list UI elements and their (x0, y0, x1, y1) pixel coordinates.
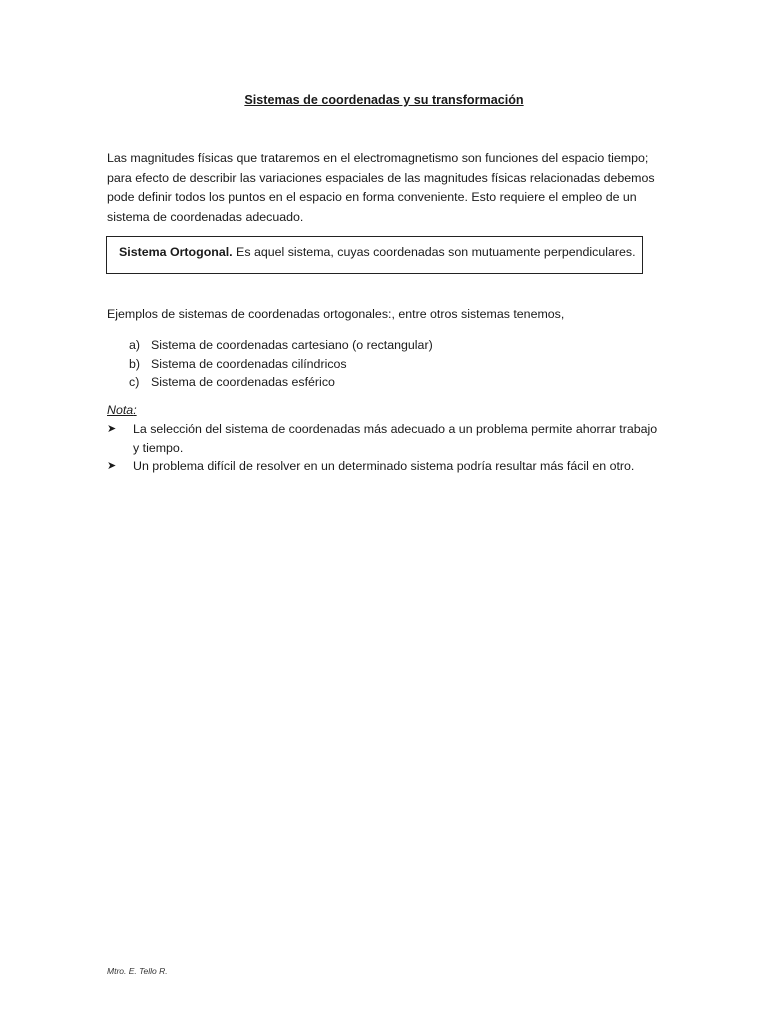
list-item-text: Sistema de coordenadas cilíndricos (151, 356, 347, 371)
arrow-bullet-icon: ➤ (107, 460, 117, 472)
list-item-text: Sistema de coordenadas cartesiano (o rectangular) (151, 338, 433, 352)
note-line: La selección del sistema de coordenadas más adecuado a un problema permite ahorrar trabajo (133, 422, 658, 436)
list-item-text: Sistema de coordenadas esférico (151, 375, 335, 389)
arrow-bullet-icon: ➤ (107, 423, 117, 435)
examples-intro: Ejemplos de sistemas de coordenadas ortogonales:, entre otros sistemas tenemos, (107, 307, 565, 321)
intro-line-4: sistema de coordenadas adecuado. (107, 209, 304, 224)
nota-heading (107, 403, 137, 417)
intro-line-2: para efecto de describir las variaciones espaciales de las magnitudes físicas relacionadas debemos (107, 170, 655, 185)
list-item (129, 373, 433, 392)
definition-term: Sistema Ortogonal. (119, 245, 233, 259)
note-line: y tiempo. (133, 440, 184, 455)
nota-colon: : (133, 403, 137, 417)
intro-line-3: pode definir todos los puntos en el espacio en forma conveniente. Esto requiere el empleo de un (107, 190, 637, 204)
page-title: Sistemas de coordenadas y su transformación (244, 93, 524, 107)
intro-line-1: Las magnitudes físicas que trataremos en el electromagnetismo son funciones del espacio tiempo; (107, 151, 649, 165)
list-marker: b) (129, 356, 141, 371)
intro-paragraph (107, 149, 667, 227)
note-line: Un problema difícil de resolver en un determinado sistema podría resultar más fácil en otro. (133, 459, 635, 473)
list-marker: c) (129, 375, 140, 389)
definition-box (106, 236, 643, 274)
note-item (107, 457, 677, 476)
examples-list (129, 336, 433, 392)
list-marker: a) (129, 338, 141, 352)
definition-text: Es aquel sistema, cuyas coordenadas son mutuamente perpendiculares. (232, 245, 636, 259)
footer-author: Mtro. E. Tello R. (107, 966, 168, 976)
notes-list (107, 420, 677, 476)
note-item (107, 420, 677, 457)
nota-label: Nota (107, 403, 134, 417)
list-item (129, 355, 433, 374)
list-item (129, 336, 433, 355)
